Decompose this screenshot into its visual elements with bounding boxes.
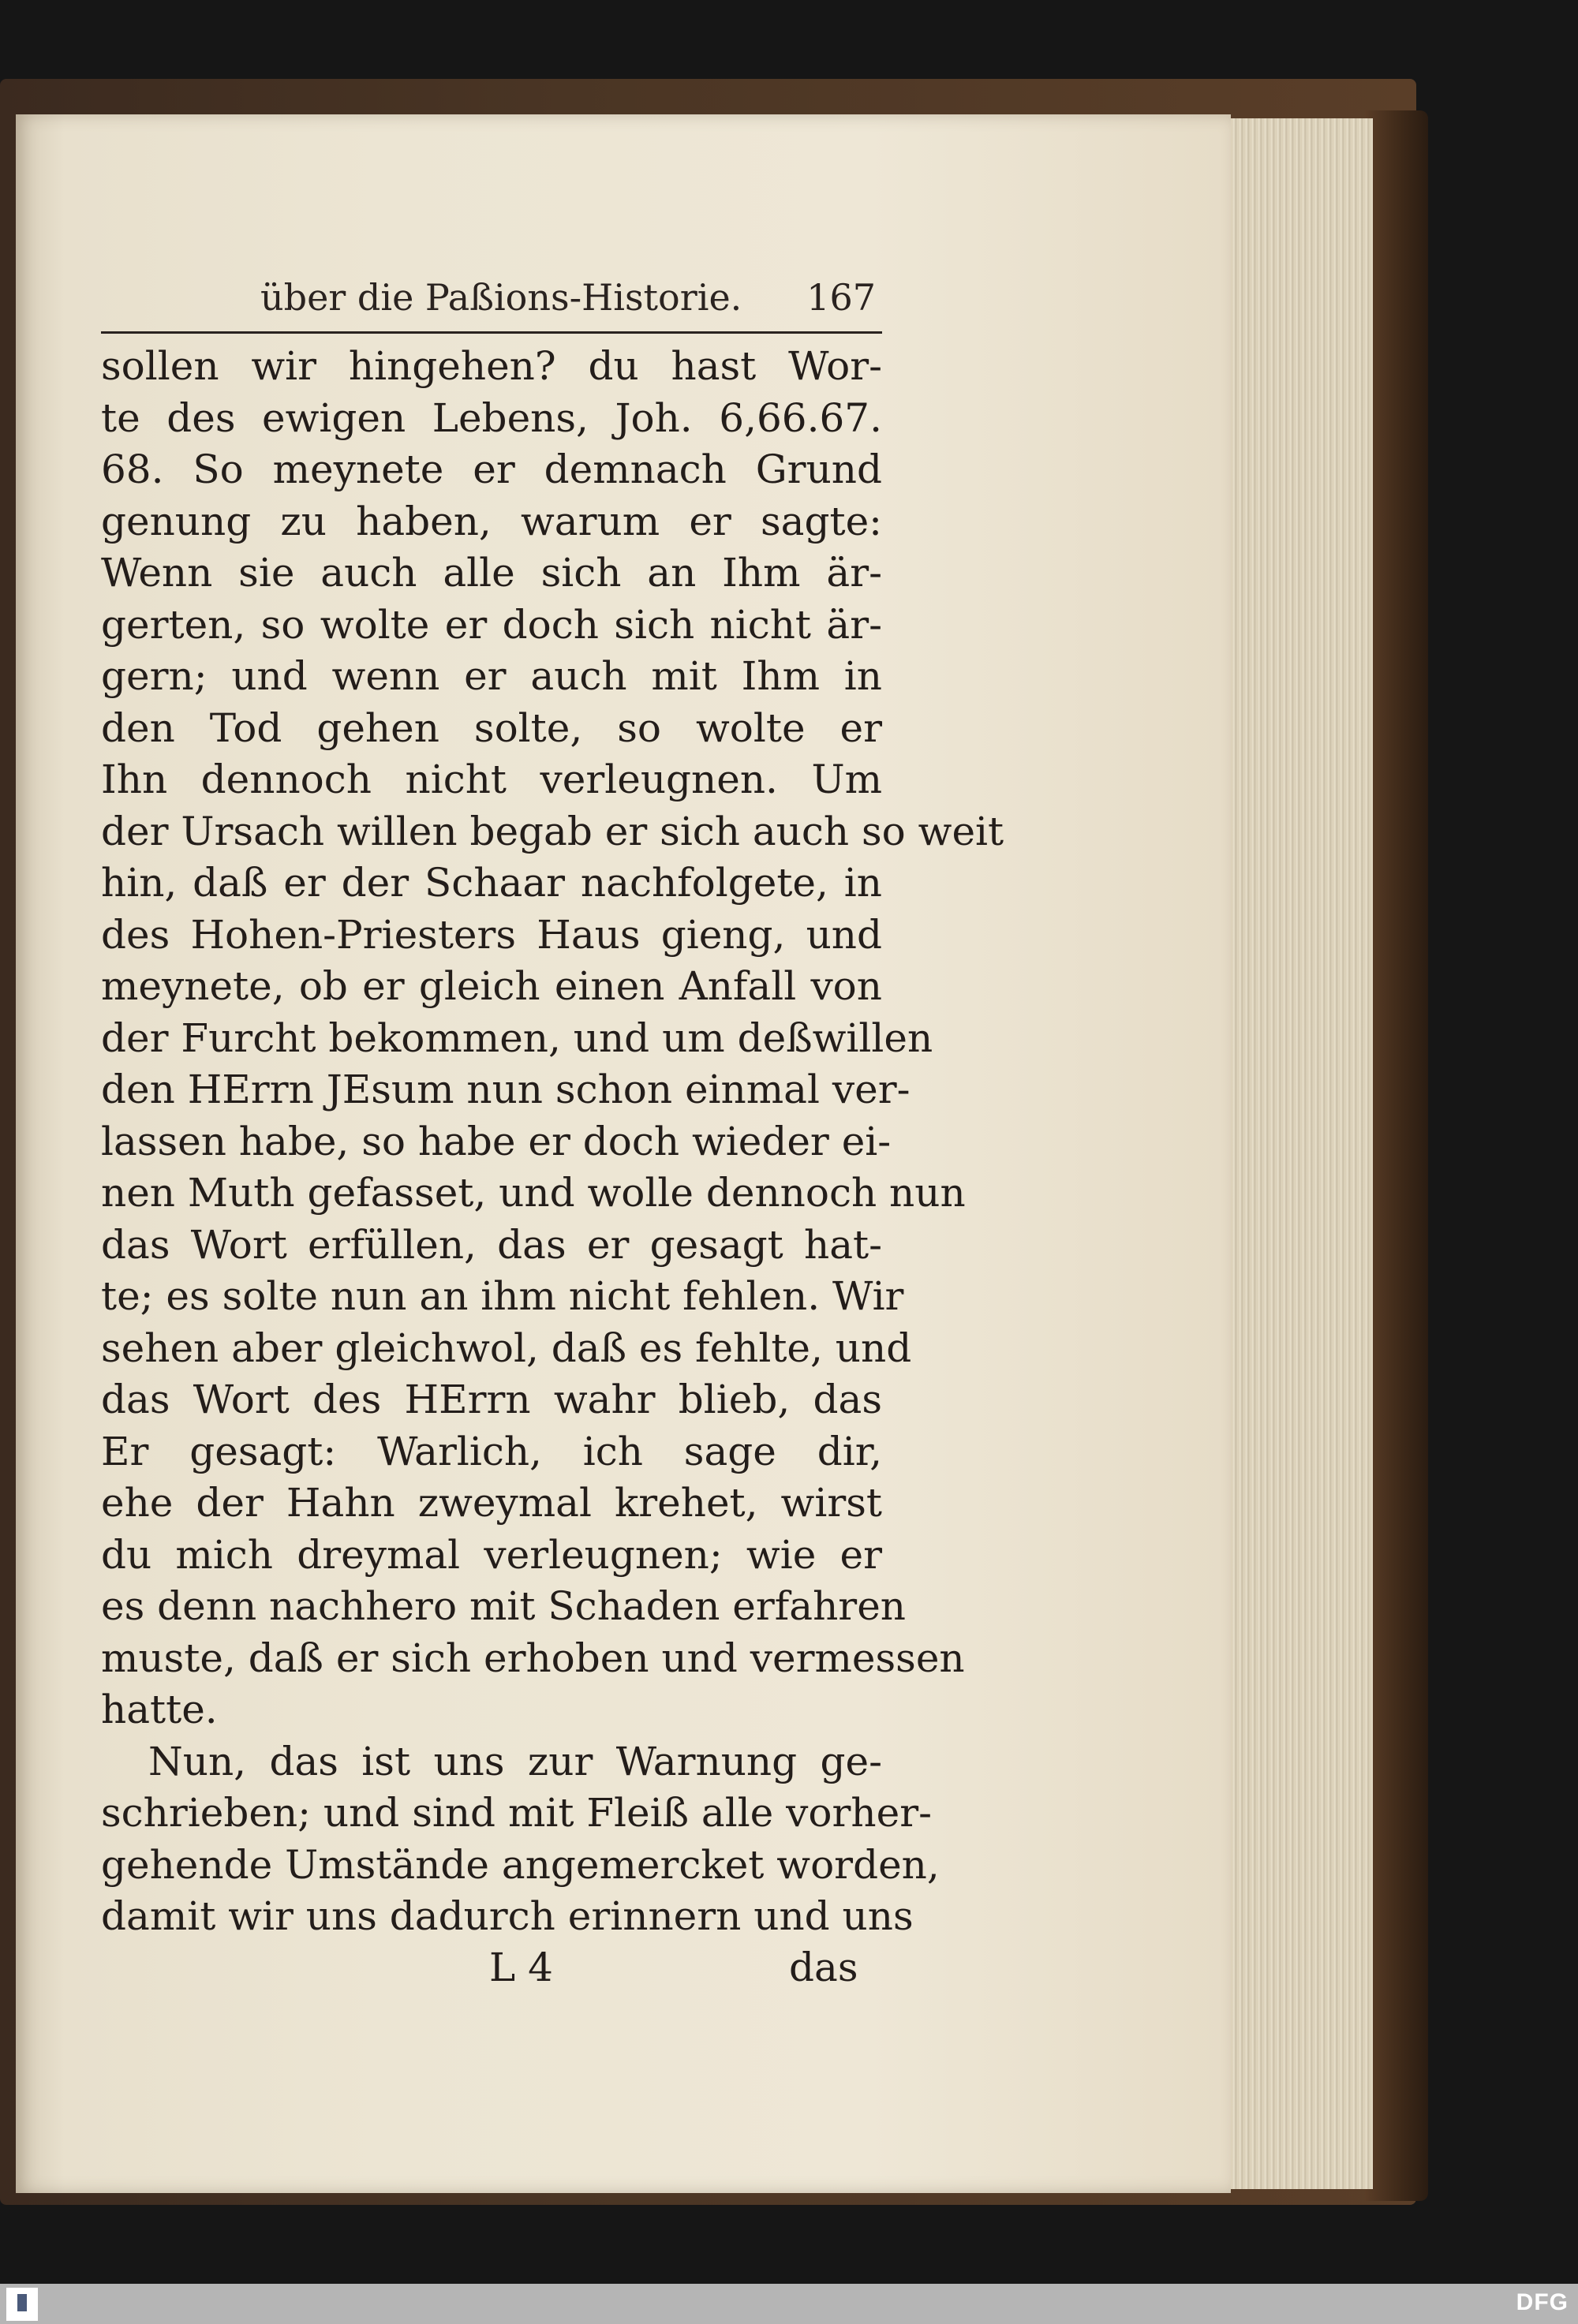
text-line: schrieben; und sind mit Fleiß alle vorher- [101,1790,933,1836]
body-text [101,341,1004,1943]
text-line: Er gesagt: Warlich, ich sage dir, [101,1428,882,1474]
text-line: das Wort erfüllen, das er gesagt hat- [101,1221,882,1268]
text-line: den HErrn JEsum nun schon einmal ver- [101,1067,911,1112]
text-line: Wenn sie auch alle sich an Ihm är- [101,550,882,596]
book-cover-edge [1365,110,1428,2201]
text-line: 68. So meynete er demnach Grund [101,446,882,492]
signature-mark: L 4 [489,1945,553,1990]
text-line: hin, daß er der Schaar nachfolgete, in [101,860,882,906]
text-line: damit wir uns dadurch erinnern und uns [101,1893,914,1939]
text-line: gerten, so wolte er doch sich nicht är- [101,601,882,648]
text-line: nen Muth gefasset, und wolle dennoch nun [101,1170,966,1216]
text-line: der Ursach willen begab er sich auch so weit [101,808,1004,854]
catchword: das [789,1945,858,1990]
text-line: hatte. [101,1687,218,1732]
text-line: Ihn dennoch nicht verleugnen. Um [101,757,882,802]
header-rule [101,331,882,334]
text-line: Nun, das ist uns zur Warnung ge- [148,1738,882,1784]
text-line: du mich dreymal verleugnen; wie er [101,1531,882,1578]
text-line: das Wort des HErrn wahr blieb, das [101,1377,882,1422]
text-line: lassen habe, so habe er doch wieder ei- [101,1118,892,1164]
page-number: 167 [806,276,876,319]
text-line: gern; und wenn er auch mit Ihm in [101,653,882,699]
page-block-edges [1219,118,1373,2189]
text-line: te; es solte nun an ihm nicht fehlen. Wir [101,1273,904,1319]
text-line: sehen aber gleichwol, daß es fehlte, und [101,1325,912,1371]
library-logo-icon [6,2288,38,2321]
text-line: sollen wir hingehen? du hast Wor- [101,343,882,389]
dfg-badge: DFG [1516,2289,1569,2315]
text-line: den Tod gehen solte, so wolte er [101,704,882,751]
text-line: ehe der Hahn zweymal krehet, wirst [101,1480,882,1526]
text-line: des Hohen-Priesters Haus gieng, und [101,911,882,958]
text-line: genung zu haben, warum er sagte: [101,498,882,544]
text-line: meynete, ob er gleich einen Anfall von [101,963,882,1009]
running-head-title: über die Paßions-Historie. [260,276,742,319]
text-line: gehende Umstände angemercket worden, [101,1841,940,1888]
show-through-text [1049,394,1058,434]
text-line: der Furcht bekommen, und um deßwillen [101,1014,933,1061]
text-line: muste, daß er sich erhoben und vermessen [101,1635,965,1681]
text-line: es denn nachhero mit Schaden erfahren [101,1583,906,1629]
running-head [245,276,876,331]
viewer-footer-bar [0,2284,1578,2324]
text-line: te des ewigen Lebens, Joh. 6,66.67. [101,394,882,441]
